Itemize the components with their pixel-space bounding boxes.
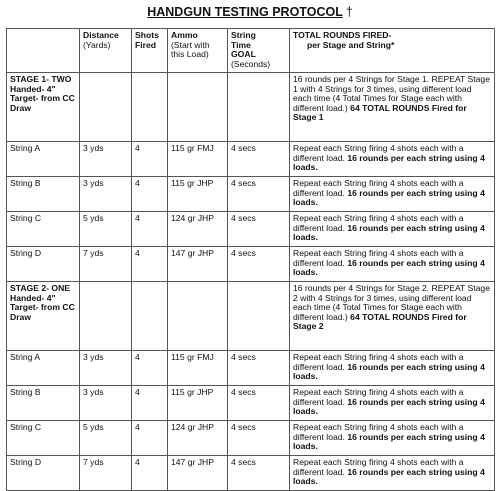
string-note-bold: 16 rounds per each string using 4 loads.	[293, 257, 485, 278]
string-ammo: 124 gr JHP	[168, 212, 228, 247]
string-row	[7, 351, 495, 386]
string-shots: 4	[132, 456, 168, 491]
stage-total-text: 16 rounds per 4 Strings for Stage 1. REPEAT Stage 1 with 4 Strings for 3 times, using different load each time (4 Total Times for Stage each with different load.)	[293, 74, 490, 113]
string-note-bold: 16 rounds per each string using 4 loads.	[293, 187, 485, 208]
string-time: 4 secs	[228, 142, 290, 177]
string-time: 4 secs	[228, 177, 290, 212]
string-row	[7, 456, 495, 491]
string-shots: 4	[132, 386, 168, 421]
string-shots: 4	[132, 212, 168, 247]
stage-total-text: 16 rounds per 4 Strings for Stage 2. REPEAT Stage 2 with 4 Strings for 3 times, using different load each time (4 Total Times for Stage each with different load.)	[293, 283, 490, 322]
string-distance: 5 yds	[80, 212, 132, 247]
header-ammo: Ammo (Start with this Load)	[168, 29, 228, 73]
stage-distance-empty	[80, 282, 132, 351]
header-distance: Distance (Yards)	[80, 29, 132, 73]
string-row	[7, 421, 495, 456]
string-note	[290, 247, 495, 282]
string-note-text: Repeat each String firing 4 shots each with a different load.	[293, 457, 464, 477]
stage-shots-empty	[132, 282, 168, 351]
string-note-text: Repeat each String firing 4 shots each with a different load.	[293, 422, 464, 442]
stage-row	[7, 282, 495, 351]
string-name: String B	[7, 177, 80, 212]
string-time: 4 secs	[228, 456, 290, 491]
string-distance: 7 yds	[80, 247, 132, 282]
string-note-text: Repeat each String firing 4 shots each with a different load.	[293, 352, 464, 372]
string-note-text: Repeat each String firing 4 shots each with a different load.	[293, 387, 464, 407]
header-row	[7, 29, 495, 73]
string-name: String C	[7, 212, 80, 247]
string-row	[7, 247, 495, 282]
stage-total-rounds	[290, 73, 495, 142]
string-distance: 3 yds	[80, 177, 132, 212]
string-name: String A	[7, 351, 80, 386]
string-note-bold: 16 rounds per each string using 4 loads.	[293, 396, 485, 417]
string-note-text: Repeat each String firing 4 shots each with a different load.	[293, 248, 464, 268]
string-shots: 4	[132, 177, 168, 212]
string-note	[290, 177, 495, 212]
string-distance: 3 yds	[80, 386, 132, 421]
string-shots: 4	[132, 142, 168, 177]
string-row	[7, 386, 495, 421]
string-ammo: 124 gr JHP	[168, 421, 228, 456]
string-time: 4 secs	[228, 351, 290, 386]
header-string-time: String Time GOAL (Seconds)	[228, 29, 290, 73]
dagger-mark: †	[345, 5, 353, 19]
string-note	[290, 456, 495, 491]
string-name: String B	[7, 386, 80, 421]
stage-total-bold: 64 TOTAL ROUNDS Fired for Stage 2	[293, 311, 467, 332]
string-distance: 3 yds	[80, 351, 132, 386]
stage-label: STAGE 2- ONE Handed- 4" Target- from CC Draw	[7, 282, 80, 351]
string-note-bold: 16 rounds per each string using 4 loads.	[293, 361, 485, 382]
string-shots: 4	[132, 247, 168, 282]
string-note	[290, 386, 495, 421]
stage-distance-empty	[80, 73, 132, 142]
stage-total-rounds	[290, 282, 495, 351]
header-shots: Shots Fired	[132, 29, 168, 73]
string-ammo: 115 gr FMJ	[168, 351, 228, 386]
string-ammo: 115 gr JHP	[168, 177, 228, 212]
string-name: String D	[7, 456, 80, 491]
string-note-text: Repeat each String firing 4 shots each with a different load.	[293, 143, 464, 163]
string-distance: 5 yds	[80, 421, 132, 456]
header-cell-empty	[7, 29, 80, 73]
string-name: String A	[7, 142, 80, 177]
string-ammo: 147 gr JHP	[168, 456, 228, 491]
protocol-table-body	[7, 29, 495, 491]
string-time: 4 secs	[228, 421, 290, 456]
string-distance: 3 yds	[80, 142, 132, 177]
string-note-bold: 16 rounds per each string using 4 loads.	[293, 152, 485, 173]
string-time: 4 secs	[228, 386, 290, 421]
stage-row	[7, 73, 495, 142]
string-ammo: 147 gr JHP	[168, 247, 228, 282]
string-row	[7, 177, 495, 212]
string-note-text: Repeat each String firing 4 shots each with a different load.	[293, 178, 464, 198]
header-total-rounds: TOTAL ROUNDS FIRED- per Stage and String*	[290, 29, 495, 73]
string-note	[290, 142, 495, 177]
stage-ammo-empty	[168, 73, 228, 142]
string-shots: 4	[132, 421, 168, 456]
string-time: 4 secs	[228, 247, 290, 282]
string-note	[290, 351, 495, 386]
string-name: String D	[7, 247, 80, 282]
string-time: 4 secs	[228, 212, 290, 247]
string-note-bold: 16 rounds per each string using 4 loads.	[293, 466, 485, 487]
string-note	[290, 421, 495, 456]
string-note-bold: 16 rounds per each string using 4 loads.	[293, 431, 485, 452]
string-row	[7, 142, 495, 177]
document-title	[0, 4, 500, 20]
stage-time-empty	[228, 282, 290, 351]
stage-time-empty	[228, 73, 290, 142]
stage-shots-empty	[132, 73, 168, 142]
string-note-text: Repeat each String firing 4 shots each with a different load.	[293, 213, 464, 233]
stage-ammo-empty	[168, 282, 228, 351]
title-text: HANDGUN TESTING PROTOCOL	[147, 5, 343, 19]
string-note	[290, 212, 495, 247]
stage-label: STAGE 1- TWO Handed- 4" Target- from CC Draw	[7, 73, 80, 142]
string-ammo: 115 gr FMJ	[168, 142, 228, 177]
string-row	[7, 212, 495, 247]
stage-total-bold: 64 TOTAL ROUNDS Fired for Stage 1	[293, 102, 467, 123]
string-distance: 7 yds	[80, 456, 132, 491]
string-note-bold: 16 rounds per each string using 4 loads.	[293, 222, 485, 243]
protocol-table	[6, 28, 495, 491]
string-name: String C	[7, 421, 80, 456]
string-ammo: 115 gr JHP	[168, 386, 228, 421]
string-shots: 4	[132, 351, 168, 386]
